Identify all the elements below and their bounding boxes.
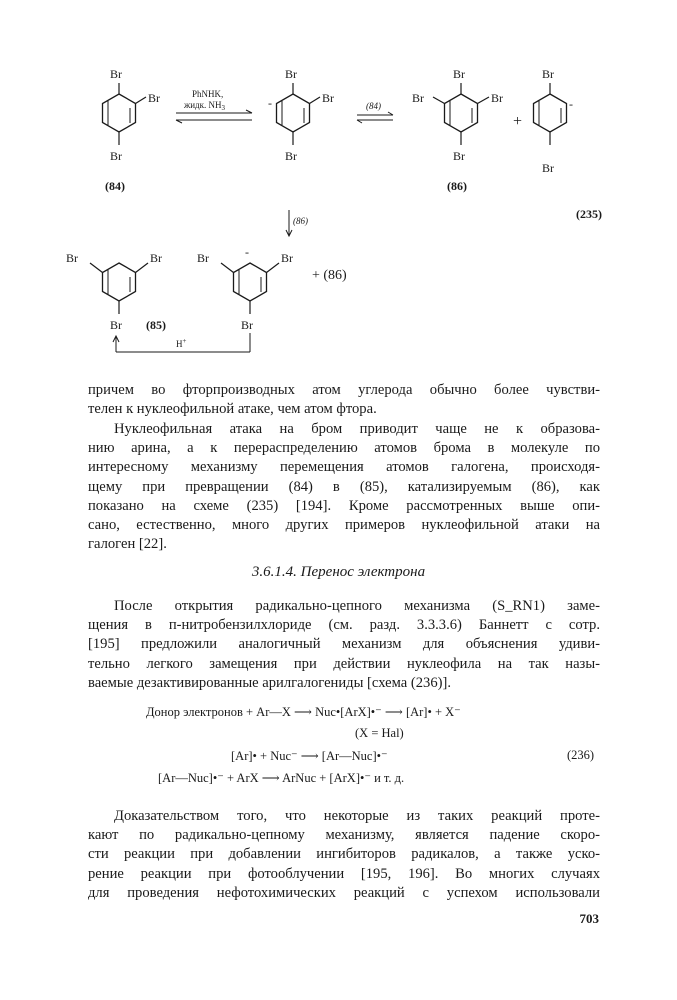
paragraph-4: Доказательством того, что некоторые из таких реакций проте- кают по радикально-цепному механизму, является падение скоро- сти реакции при добавлении ингибиторов радикалов, а также уско- рение реакции при фотооблучении [195, 196]. Во многих случаях для проведения нефотохимических реакций с успехом использовали [88, 808, 600, 901]
equilibrium-arrow-84 [357, 101, 393, 123]
plus-86: + (86) [312, 268, 347, 283]
svg-text:PhNHK,: PhNHK, [192, 89, 224, 99]
svg-text:Br: Br [542, 161, 554, 175]
page-number: 703 [579, 911, 599, 926]
paragraph-1: причем во фторпроизводных атом углерода обычно более чувстви- телен к нуклеофильной атаке, чем атом фтора. [88, 382, 600, 418]
svg-text:Br: Br [453, 67, 465, 81]
compound-85-structure [66, 251, 166, 332]
dibromophenyl-anion-structure [534, 67, 574, 175]
scheme-236-line-4: [Ar—Nuc]•⁻ + ArX ⟶ ArNuc + [ArX]•⁻ и т. д. [158, 771, 405, 785]
anion-84-structure [268, 67, 334, 163]
svg-text:Br: Br [66, 251, 78, 265]
scheme-number-236: (236) [567, 748, 595, 762]
svg-text:Br: Br [110, 67, 122, 81]
svg-text:Br: Br [241, 318, 253, 332]
scheme-number-235: (235) [576, 207, 602, 221]
compound-86-structure [412, 67, 503, 193]
svg-text:Br: Br [197, 251, 209, 265]
svg-text:Br: Br [285, 149, 297, 163]
svg-text:жидк. NH3: жидк. $NH_3$ [184, 100, 225, 112]
section-heading: 3.6.1.4. Перенос электрона [251, 564, 426, 580]
scheme-236-line-2: (X = Hal) [355, 726, 404, 740]
svg-text:Br: Br [542, 67, 554, 81]
svg-text:-: - [268, 96, 272, 110]
svg-text:Br: Br [453, 149, 465, 163]
svg-text:(86): (86) [293, 216, 308, 226]
svg-text:Br: Br [281, 251, 293, 265]
compound-84-structure [103, 67, 161, 193]
svg-text:Br: Br [491, 91, 503, 105]
svg-text:Br: Br [110, 318, 122, 332]
scheme-236-line-1: Донор электронов + Ar—X ⟶ Nuc•[ArX]•⁻ ⟶ [Ar]• + X⁻ [146, 705, 461, 719]
svg-text:(84): (84) [366, 101, 381, 111]
protonation-return-arrow [113, 333, 250, 352]
label-84: (84) [105, 179, 125, 193]
svg-text:H+: H+ [176, 337, 187, 349]
label-86: (86) [447, 179, 467, 193]
label-85: (85) [146, 318, 166, 332]
svg-text:Br: Br [148, 91, 160, 105]
svg-text:-: - [569, 97, 573, 111]
scheme-236-line-3: [Ar]• + Nuc⁻ ⟶ [Ar—Nuc]•⁻ [231, 749, 388, 763]
svg-text:Br: Br [150, 251, 162, 265]
reaction-scheme-235 [0, 0, 677, 370]
paragraph-3: После открытия радикально-цепного механизма (S_RN1) заме- щения в п-нитробензилхлориде (см. разд. 3.3.3.6) Баннетт с сотр. [195] предложили аналогичный механизм для объяснения удиви- тельно легкого замещения при действии нуклеофила на так назы- ваемые дезактивированные арилгалогениды [схема (236)]. [88, 598, 600, 691]
svg-text:Br: Br [412, 91, 424, 105]
svg-text:-: - [245, 245, 249, 259]
tribromophenyl-anion-structure [197, 245, 293, 332]
svg-text:Br: Br [110, 149, 122, 163]
svg-text:Br: Br [285, 67, 297, 81]
svg-text:Br: Br [322, 91, 334, 105]
down-arrow-86 [286, 210, 308, 236]
equilibrium-arrow-reagent [176, 89, 252, 123]
plus-sign: + [513, 113, 523, 130]
paragraph-2: Нуклеофильная атака на бром приводит чаще не к образова- нию арина, а к перераспределению атомов брома в молекуле по интересному механизму перемещения атомов галогена, происходя- щему при превращении (84) в (85), катализируемым (86), как показано на схеме (235) [194]. Кроме рассмотренных выше опи- сано, естественно, много других примеров нуклеофильной атаки на галоген [22]. [88, 421, 600, 553]
